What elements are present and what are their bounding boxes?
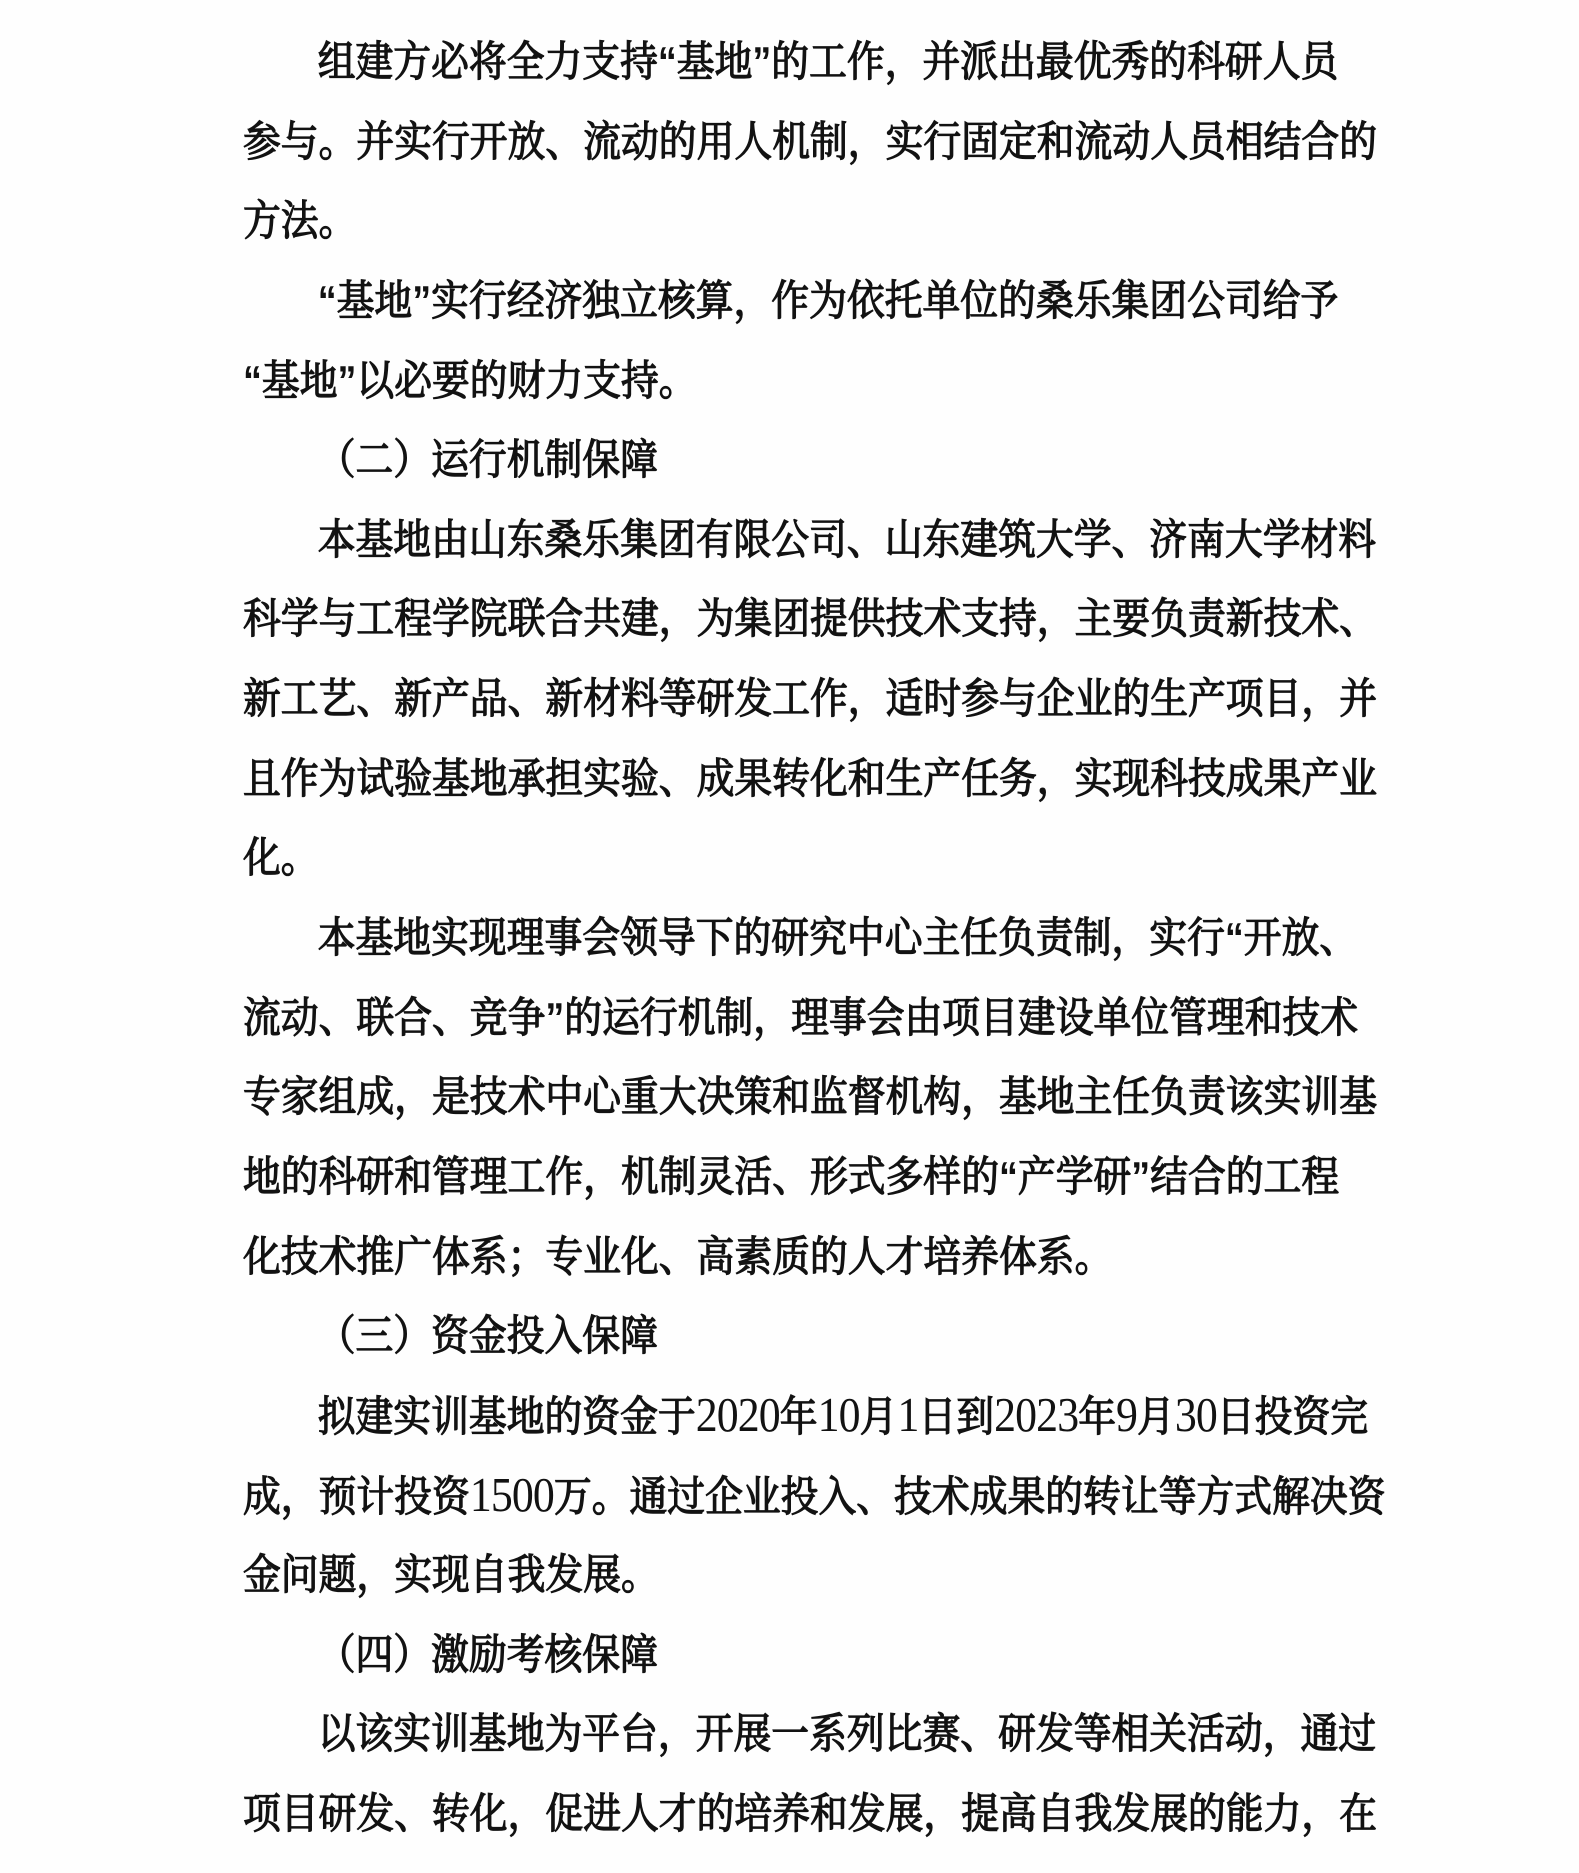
text-line: 本基地实现理事会领导下的研究中心主任负责制，实行“开放、 — [317, 914, 1358, 962]
text-line: 化技术推广体系；专业化、高素质的人才培养体系。 — [243, 1232, 1113, 1280]
section-heading-line: （三）资金投入保障 — [317, 1312, 658, 1360]
text-line: 金问题，实现自我发展。 — [243, 1551, 659, 1599]
text-line: 流动、联合、竞争”的运行机制，理事会由项目建设单位管理和技术 — [243, 993, 1359, 1041]
text-line: 参与。并实行开放、流动的用人机制，实行固定和流动人员相结合的 — [243, 117, 1378, 165]
text-line: 成，预计投资1500万。通过企业投入、技术成果的转让等方式解决资 — [243, 1467, 1386, 1522]
text-line: “基地”实行经济独立核算，作为依托单位的桑乐集团公司给予 — [317, 276, 1339, 324]
text-line: 地的科研和管理工作，机制灵活、形式多样的“产学研”结合的工程 — [243, 1152, 1340, 1200]
text-line: 拟建实训基地的资金于2020年10月1日到2023年9月30日投资完 — [317, 1387, 1369, 1442]
text-line: 且作为试验基地承担实验、成果转化和生产任务，实现科技成果产业 — [243, 754, 1378, 802]
section-heading-line: （四）激励考核保障 — [317, 1630, 658, 1678]
text-line: 科学与工程学院联合共建，为集团提供技术支持，主要负责新技术、 — [243, 595, 1378, 643]
section-heading-line: （二）运行机制保障 — [317, 436, 658, 484]
text-line: 项目研发、转化，促进人才的培养和发展，提高自我发展的能力，在 — [243, 1790, 1378, 1838]
text-line: 专家组成，是技术中心重大决策和监督机构，基地主任负责该实训基 — [243, 1073, 1378, 1121]
text-line: 本基地由山东桑乐集团有限公司、山东建筑大学、济南大学材料 — [317, 515, 1377, 563]
text-line: “基地”以必要的财力支持。 — [243, 356, 697, 404]
text-line: 新工艺、新产品、新材料等研发工作，适时参与企业的生产项目，并 — [243, 675, 1378, 723]
text-line: 以该实训基地为平台，开展一系列比赛、研发等相关活动，通过 — [317, 1710, 1377, 1758]
text-line: 化。 — [243, 834, 319, 882]
text-line: 组建方必将全力支持“基地”的工作，并派出最优秀的科研人员 — [317, 38, 1339, 85]
document-text-block — [243, 22, 1386, 1854]
text-line: 方法。 — [243, 197, 357, 245]
